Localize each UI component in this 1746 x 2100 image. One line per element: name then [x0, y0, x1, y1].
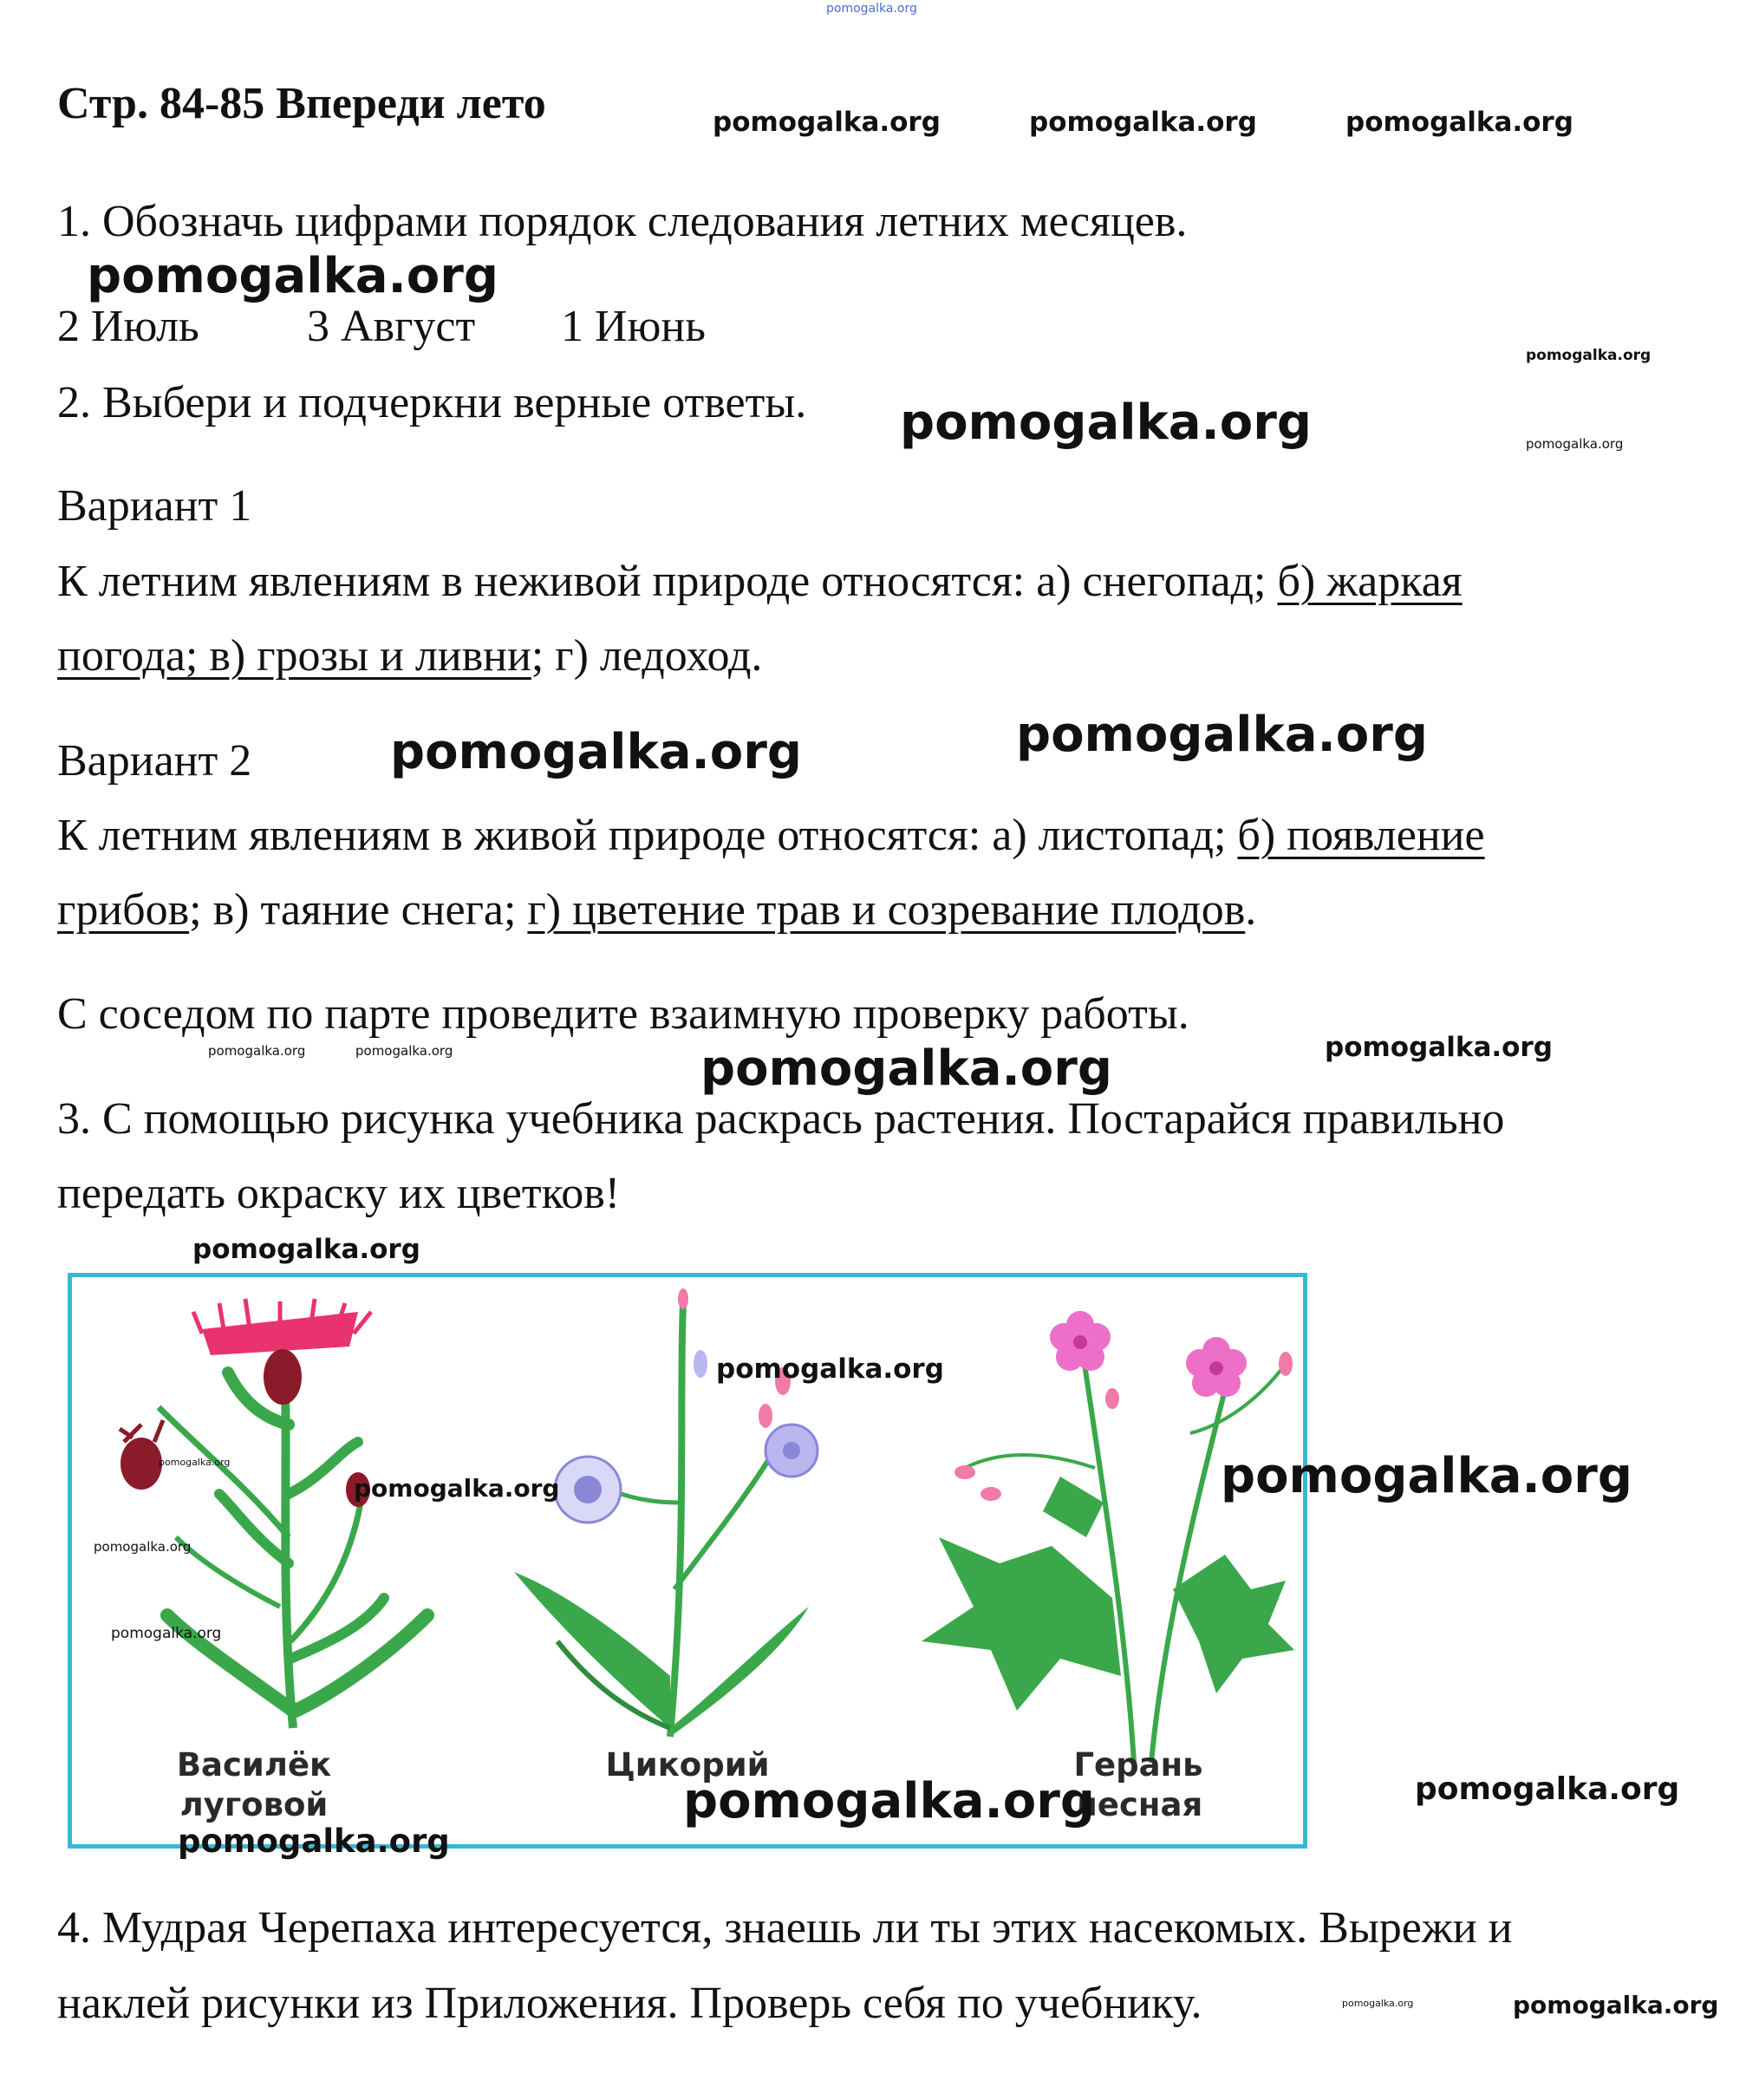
variant2-underlined-answer: г) цветение трав и созревание плодов: [527, 885, 1246, 935]
variant2-label: Вариант 2: [57, 736, 252, 786]
watermark: pomogalka.org: [1016, 707, 1428, 763]
variant1-text: ; г) ледоход.: [531, 631, 763, 681]
watermark: pomogalka.org: [1526, 347, 1652, 364]
task3-line1: 3. С помощью рисунка учебника раскрась растения. Постарайся правильно: [57, 1094, 1505, 1144]
task1-answer-august: 3 Август: [307, 302, 476, 351]
variant1-underlined-answer: погода; в) грозы и ливни: [57, 631, 531, 681]
variant1-line2: [57, 619, 762, 694]
watermark: pomogalka.org: [159, 1457, 231, 1468]
watermark: pomogalka.org: [716, 1353, 944, 1385]
watermark: pomogalka.org: [208, 1043, 306, 1059]
watermark: pomogalka.org: [683, 1773, 1095, 1829]
task1-question: 1. Обозначь цифрами порядок следования летних месяцев.: [57, 197, 1188, 246]
variant2-text: ; в) таяние снега;: [189, 885, 528, 935]
task2-question: 2. Выбери и подчеркни верные ответы.: [57, 378, 807, 427]
watermark: pomogalka.org: [111, 1625, 222, 1642]
watermark: pomogalka.org: [900, 395, 1312, 451]
plant-name: Герань: [1073, 1746, 1203, 1784]
task3-line2: передать окраску их цветков!: [57, 1169, 621, 1218]
peer-check-instruction: С соседом по парте проведите взаимную проверку работы.: [57, 989, 1189, 1039]
variant2-text: .: [1245, 885, 1257, 935]
watermark: pomogalka.org: [1029, 107, 1257, 138]
plant-name: Цикорий: [605, 1746, 770, 1784]
watermark: pomogalka.org: [354, 1474, 560, 1503]
cornflower-plant: [120, 1299, 427, 1728]
plant-name: Василёк: [176, 1746, 332, 1784]
watermark: pomogalka.org: [192, 1234, 420, 1265]
watermark: pomogalka.org: [1345, 107, 1573, 138]
variant2-line1: [57, 799, 1485, 873]
variant1-text: К летним явлениям в неживой природе относятся: а) снегопад;: [57, 557, 1278, 606]
watermark: pomogalka.org: [1342, 1998, 1414, 2009]
plant-name-qualifier: лесная: [1073, 1786, 1203, 1823]
task1-answer-july: 2 Июль: [57, 302, 199, 351]
watermark: pomogalka.org: [390, 724, 802, 780]
task4-line1: 4. Мудрая Черепаха интересуется, знаешь ли ты этих насекомых. Вырежи и: [57, 1903, 1513, 1953]
watermark: pomogalka.org: [1325, 1032, 1553, 1063]
watermark: pomogalka.org: [700, 1040, 1112, 1097]
variant1-line1: [57, 545, 1463, 619]
watermark: pomogalka.org: [713, 107, 941, 138]
plant-name-qualifier: луговой: [179, 1786, 329, 1823]
watermark: pomogalka.org: [178, 1823, 450, 1860]
variant1-underlined-answer: б) жаркая: [1277, 557, 1463, 606]
variant2-line2: [57, 873, 1256, 948]
plant-label-cornflower: [124, 1745, 384, 1825]
variant2-underlined-answer: б) появление: [1237, 811, 1485, 860]
task4-line2: наклей рисунки из Приложения. Проверь себя по учебнику.: [57, 1979, 1202, 2028]
variant2-text: К летним явлениям в живой природе относятся: а) листопад;: [57, 811, 1238, 860]
watermark: pomogalka.org: [94, 1539, 192, 1555]
watermark: pomogalka.org: [1526, 436, 1624, 452]
page-title: Стр. 84-85 Впереди лето: [57, 79, 546, 128]
watermark: pomogalka.org: [1415, 1771, 1680, 1807]
watermark: pomogalka.org: [87, 248, 498, 304]
watermark: pomogalka.org: [355, 1043, 453, 1059]
header-watermark: pomogalka.org: [826, 2, 917, 16]
task1-answer-june: 1 Июнь: [561, 302, 706, 351]
watermark: pomogalka.org: [1513, 1991, 1719, 2019]
geranium-plant: [922, 1311, 1294, 1763]
watermark: pomogalka.org: [1221, 1448, 1632, 1504]
variant2-underlined-answer: грибов: [57, 885, 190, 935]
plants-illustration: [68, 1273, 1632, 1849]
variant1-label: Вариант 1: [57, 481, 252, 531]
